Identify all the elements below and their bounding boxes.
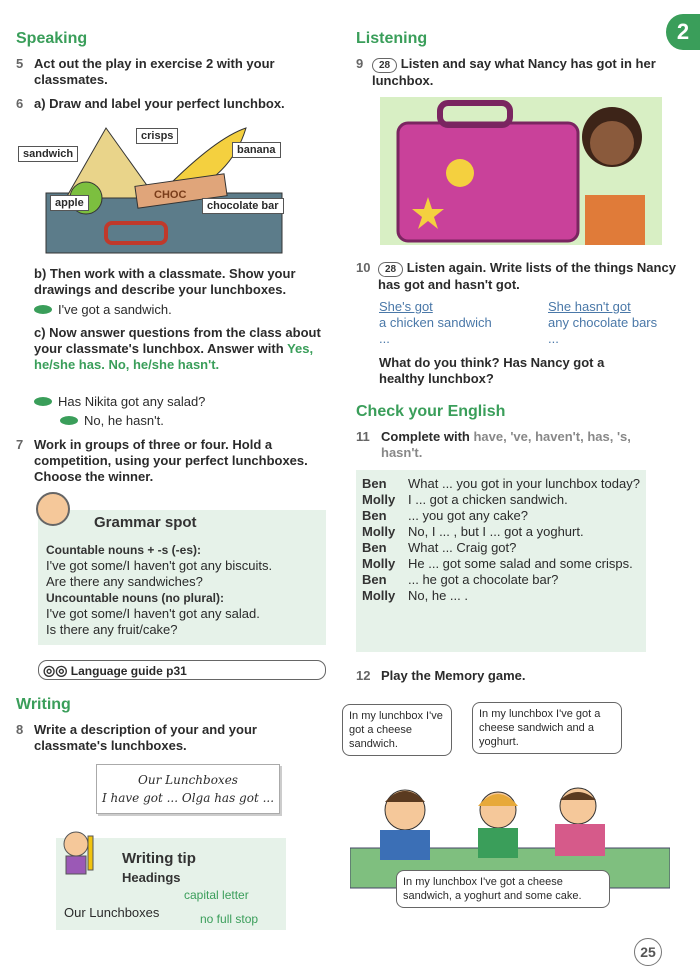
audio-track-28[interactable]: 28: [378, 262, 403, 277]
ex10-question: What do you think? Has Nancy got a healthy lunchbox?: [379, 355, 605, 386]
tip-example: Our Lunchboxes: [64, 905, 160, 920]
dialog-line: ... you got any cake?: [408, 508, 528, 523]
grammar-line-3: I've got some/I haven't got any salad.: [46, 606, 260, 621]
dialog-row: [360, 508, 642, 524]
dialog-row: [360, 524, 642, 540]
dialog-line: No, he ... .: [408, 588, 468, 603]
label-chocolate-bar: chocolate bar: [202, 198, 284, 214]
ex8-number: 8: [16, 722, 24, 737]
speech-bubble-1: In my lunchbox I've got a cheese sandwich.: [342, 704, 452, 756]
ex8-text: Write a description of your and your classmate's lunchboxes.: [34, 722, 257, 753]
ex6c-instruction: c) Now answer questions from the class about your classmate's lunchbox. Answer with: [34, 325, 321, 356]
ex6c-yes: Yes, he/she has.: [34, 341, 314, 372]
col-shes-got-head: She's got: [379, 299, 433, 314]
dialog-row: [360, 556, 642, 572]
dialog-speaker: Molly: [362, 556, 396, 571]
check-english-title: Check your English: [356, 403, 506, 420]
boy-right-shirt: [555, 824, 605, 856]
dialog-table: [360, 476, 642, 604]
col-shes-got-item: a chicken sandwich: [379, 315, 492, 330]
ex5-text: Act out the play in exercise 2 with your classmates.: [34, 56, 275, 87]
audio-track-28[interactable]: 28: [372, 58, 397, 73]
label-banana: banana: [232, 142, 281, 158]
tip-no-full-stop: no full stop: [200, 912, 259, 926]
ex10-number: 10: [356, 260, 371, 275]
label-sandwich: sandwich: [18, 146, 78, 162]
ex5-number: 5: [16, 56, 24, 71]
girl-hair: [478, 794, 518, 806]
ex12-number: 12: [356, 668, 371, 683]
boy-left-hair: [385, 791, 425, 802]
ex6c-question-text: Has Nikita got any salad?: [58, 394, 206, 409]
nancy-face: [590, 121, 634, 165]
speech-bubble-3: In my lunchbox I've got a cheese sandwich, a yoghurt and some cake.: [396, 870, 610, 908]
ex6c-no: No, he/she hasn't.: [108, 357, 220, 372]
ex6b-example-text: I've got a sandwich.: [58, 302, 172, 317]
writing-tip-subtitle: Headings: [122, 870, 181, 885]
col-hasnt-got-head: She hasn't got: [548, 299, 631, 314]
grammar-line-1: I've got some/I haven't got any biscuits.: [46, 558, 273, 573]
unit-number: 2: [676, 19, 690, 44]
grammar-line-2: Are there any sandwiches?: [46, 574, 203, 589]
ex11-words: have, 've, haven't, has, 's, hasn't.: [381, 429, 631, 460]
col-hasnt-got-item: any chocolate bars: [548, 315, 658, 330]
ex6c-answer: [60, 413, 164, 429]
ex11-instruction: [381, 429, 671, 461]
dialog-speaker: Molly: [362, 492, 396, 507]
speaking-title: Speaking: [16, 30, 88, 47]
writing-tip-title: Writing tip: [122, 850, 196, 867]
grammar-countable-heading: Countable nouns + -s (-es):: [46, 543, 202, 557]
ex6c-text: [34, 325, 324, 373]
nancy-photo: [380, 97, 662, 245]
boy-left-shirt: [380, 830, 430, 860]
magnifier-boy-icon: [36, 492, 70, 526]
ex11-instruction-text: Complete with: [381, 429, 470, 444]
writing-example-note: [96, 764, 280, 814]
speech-icon: [60, 416, 78, 425]
dialog-line: ... he got a chocolate bar?: [408, 572, 559, 587]
ex12-text: Play the Memory game.: [381, 668, 526, 683]
ex11-number: 11: [356, 429, 370, 444]
ex6-number: 6: [16, 96, 24, 111]
speech-icon: [34, 397, 52, 406]
dialog-line: No, I ... , but I ... got a yoghurt.: [408, 524, 584, 539]
ex6a-text: a) Draw and label your perfect lunchbox.: [34, 96, 285, 111]
dialog-speaker: Ben: [362, 540, 387, 555]
choc-text: CHOC: [154, 189, 187, 201]
page-number: 25: [634, 938, 662, 966]
ex6c-answer-text: No, he hasn't.: [84, 413, 164, 428]
col-shes-got-dots: ...: [379, 331, 390, 346]
ex6b-example: [34, 302, 172, 318]
grammar-spot-title: Grammar spot: [94, 514, 197, 531]
col-hasnt-got-dots: ...: [548, 331, 559, 346]
note-line: I have got ... Olga has got ...: [101, 791, 275, 805]
glasses-icon: ◎◎: [43, 662, 68, 678]
tip-capital-letter: capital letter: [184, 888, 249, 902]
ex10-instruction: Listen again. Write lists of the things Nancy has got and hasn't got.: [378, 260, 676, 292]
dialog-speaker: Ben: [362, 508, 387, 523]
nancy-shirt: [585, 195, 645, 245]
language-guide-text: Language guide p31: [70, 664, 187, 678]
ex7-text: Work in groups of three or four. Hold a competition, using your perfect lunchboxes. Choose the winner.: [34, 437, 308, 484]
dialog-speaker: Molly: [362, 588, 396, 603]
dialog-row: [360, 540, 642, 556]
dialog-speaker: Ben: [362, 476, 387, 491]
unit-badge: [666, 14, 700, 50]
ex10-text: [378, 260, 678, 293]
dialog-row: [360, 492, 642, 508]
dialog-row: [360, 588, 642, 604]
ex7-number: 7: [16, 437, 24, 452]
ex6c-question: [34, 394, 205, 410]
ex9-instruction: Listen and say what Nancy has got in her lunchbox.: [372, 56, 656, 88]
dialog-line: I ... got a chicken sandwich.: [408, 492, 568, 507]
ex9-text: [372, 56, 672, 89]
grammar-line-4: Is there any fruit/cake?: [46, 622, 178, 637]
listening-title: Listening: [356, 30, 428, 47]
speech-bubble-2: In my lunchbox I've got a cheese sandwich and a yoghurt.: [472, 702, 622, 754]
smiley-sticker: [446, 159, 474, 187]
dialog-speaker: Ben: [362, 572, 387, 587]
dialog-line: He ... got some salad and some crisps.: [408, 556, 633, 571]
ex9-number: 9: [356, 56, 364, 71]
language-guide-link[interactable]: [38, 660, 326, 680]
note-title: Our Lunchboxes: [138, 773, 238, 787]
lunchbox-illustration: [16, 118, 296, 258]
dialog-speaker: Molly: [362, 524, 396, 539]
dialog-line: What ... Craig got?: [408, 540, 517, 555]
grammar-spot-body: [46, 542, 321, 638]
dialog-line: What ... you got in your lunchbox today?: [408, 476, 640, 491]
label-apple: apple: [50, 195, 89, 211]
ex6b-text: b) Then work with a classmate. Show your drawings and describe your lunchboxes.: [34, 266, 296, 297]
label-crisps: crisps: [136, 128, 178, 144]
dialog-row: [360, 572, 642, 588]
speech-icon: [34, 305, 52, 314]
girl-pencil-icon: [56, 828, 96, 876]
grammar-uncountable-heading: Uncountable nouns (no plural):: [46, 591, 224, 605]
girl-shirt: [478, 828, 518, 858]
dialog-row: [360, 476, 642, 492]
writing-title: Writing: [16, 696, 71, 713]
